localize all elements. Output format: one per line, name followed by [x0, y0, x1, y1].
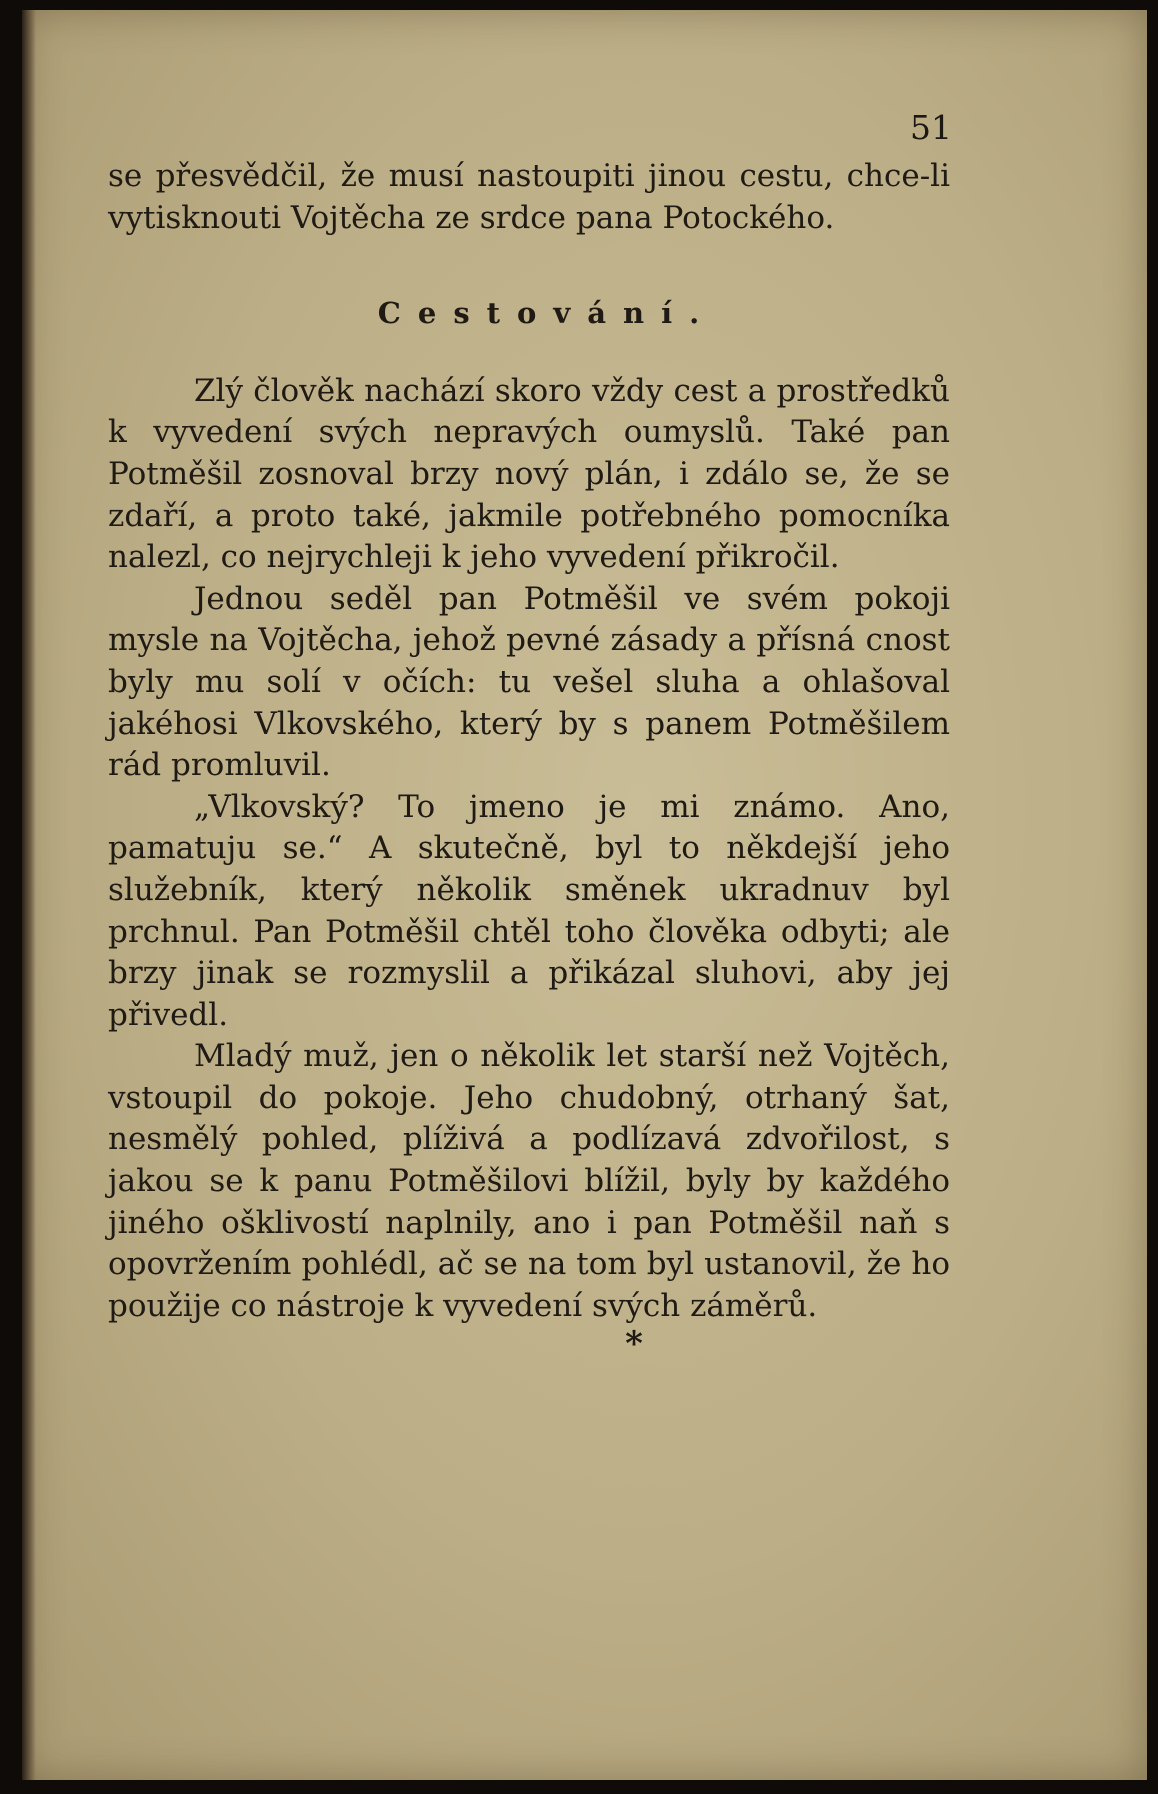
paragraph: Mladý muž, jen o několik let starší než Vojtěch, vstoupil do pokoje. Jeho chudobný, otrhaný šat, nesmělý pohled, plíživá a podlízavá zdvořilost, s jakou se k panu Potměšilovi blížil, byly by každého jiného ošklivostí naplnily, ano i pan Potměšil naň s opovržením pohlédl, ač se na tom byl ustanovil, že ho použije co nástroje k vyvedení svých záměrů. — [108, 1038, 950, 1324]
book-page — [22, 10, 1147, 1780]
paragraph: „Vlkovský? To jmeno je mi známo. Ano, pamatuju se.“ A skutečně, byl to někdejší jeho služebník, který několik směnek ukradnuv byl prchnul. Pan Potměšil chtěl toho člověka odbyti; ale brzy jinak se rozmyslil a přikázal sluhovi, aby jej přivedl. — [108, 788, 950, 1033]
paragraph: Jednou seděl pan Potměšil ve svém pokoji mysle na Vojtěcha, jehož pevné zásady a přísná cnost byly mu solí v očích: tu vešel sluha a ohlašoval jakéhosi Vlkovského, který by s panem Potměšilem rád promluvil. — [108, 580, 950, 784]
section-title: Cestování. — [377, 296, 717, 331]
page-body — [108, 156, 950, 1365]
opening-paragraph: se přesvědčil, že musí nastoupiti jinou cestu, chce-li vytisknouti Vojtěcha ze srdce pana Potockého. — [108, 158, 950, 236]
footnote-asterisk: * — [625, 1324, 643, 1365]
paragraph: Zlý člověk nachází skoro vždy cest a prostředků k vyvedení svých nepravých oumyslů. Také pan Potměšil zosnoval brzy nový plán, i zdálo se, že se zdaří, a proto také, jakmile potřebného pomocníka nalezl, co nejrychleji k jeho vyvedení přikročil. — [108, 372, 950, 576]
page-binding-edge — [22, 10, 36, 1780]
page-number: 51 — [910, 108, 952, 147]
